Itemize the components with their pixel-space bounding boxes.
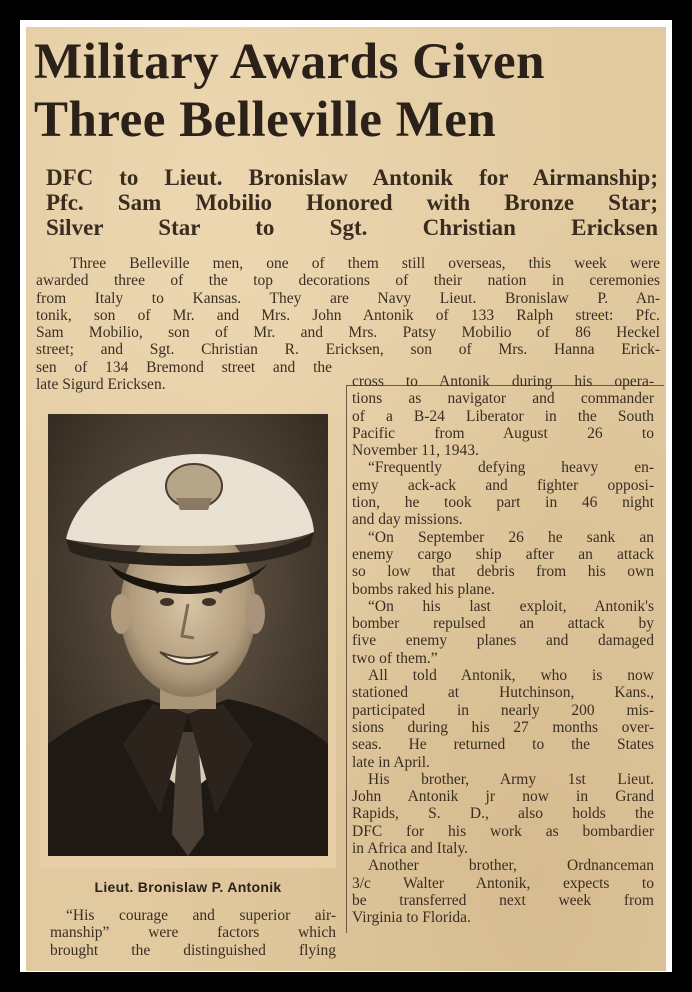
- right-column-line: two of them.”: [352, 649, 438, 667]
- intro-line: tonik, son of Mr. and Mrs. John Antonik of 133 Ralph street: Pfc.: [36, 306, 660, 324]
- intro-line: from Italy to Kansas. They are Navy Lieut. Bronislaw P. An-: [36, 289, 660, 307]
- subhead-1: DFC to Lieut. Bronislaw Antonik for Airmanship;: [46, 165, 658, 190]
- portrait-illustration: [48, 414, 328, 856]
- column-rule-vertical: [346, 385, 347, 933]
- right-column-line: emy ack-ack and fighter opposi-: [352, 476, 654, 494]
- right-column-line: Pacific from August 26 to: [352, 424, 654, 442]
- left-column-line: “His courage and superior air-: [66, 907, 336, 924]
- right-column-line: John Antonik jr now in Grand: [352, 788, 654, 806]
- headline-line-2: Three Belleville Men: [34, 92, 497, 148]
- right-column-line: November 11, 1943.: [352, 442, 479, 460]
- left-column-text: [50, 907, 336, 959]
- right-column-line: stationed at Hutchinson, Kans.,: [352, 684, 654, 702]
- right-column-line: “Frequently defying heavy en-: [368, 459, 654, 477]
- intro-line: awarded three of the top decorations of their nation in ceremonies: [36, 272, 660, 290]
- right-column-line: 3/c Walter Antonik, expects to: [352, 874, 654, 892]
- left-column-line: manship” were factors which: [50, 924, 336, 942]
- right-column-line: “On his last exploit, Antonik's: [368, 597, 654, 615]
- right-column-line: His brother, Army 1st Lieut.: [368, 770, 654, 788]
- right-column-line: tions as navigator and commander: [352, 390, 654, 408]
- intro-line: Three Belleville men, one of them still overseas, this week were: [70, 255, 660, 272]
- right-column-line: Rapids, S. D., also holds the: [352, 805, 654, 823]
- intro-line: Sam Mobilio, son of Mr. and Mrs. Patsy Mobilio of 86 Heckel: [36, 324, 660, 342]
- subhead-2: Pfc. Sam Mobilio Honored with Bronze Star;: [46, 190, 658, 215]
- intro-line: late Sigurd Ericksen.: [36, 376, 166, 394]
- subhead-3: Silver Star to Sgt. Christian Ericksen: [46, 215, 658, 240]
- right-column-line: so low that debris from his own: [352, 563, 654, 581]
- right-column-line: in Africa and Italy.: [352, 840, 469, 858]
- right-column-line: seas. He returned to the States: [352, 736, 654, 754]
- right-column-line: participated in nearly 200 mis-: [352, 701, 654, 719]
- intro-line: sen of 134 Bremond street and the: [36, 358, 332, 376]
- right-column-line: and day missions.: [352, 511, 463, 529]
- right-column-text: [352, 373, 654, 927]
- right-column-line: Another brother, Ordnanceman: [368, 857, 654, 875]
- right-column-line: bomber repulsed an attack by: [352, 615, 654, 633]
- right-column-line: cross to Antonik during his opera-: [352, 373, 654, 390]
- portrait-photo-frame: [40, 414, 336, 868]
- right-column-line: tion, he took part in 46 night: [352, 494, 654, 512]
- portrait-photo: [48, 414, 328, 856]
- right-column-line: All told Antonik, who is now: [368, 667, 654, 685]
- right-column-line: of a B-24 Liberator in the South: [352, 407, 654, 425]
- right-column-line: “On September 26 he sank an: [368, 528, 654, 546]
- headline: [34, 33, 664, 149]
- right-column-line: sions during his 27 months over-: [352, 718, 654, 736]
- newspaper-clipping: [26, 27, 666, 971]
- right-column-line: enemy cargo ship after an attack: [352, 545, 654, 563]
- right-column-line: bombs raked his plane.: [352, 580, 495, 598]
- left-column-line: brought the distinguished flying: [50, 941, 336, 959]
- right-column-line: be transferred next week from: [352, 891, 654, 909]
- right-column-line: DFC for his work as bombardier: [352, 822, 654, 840]
- right-column-line: late in April.: [352, 753, 430, 771]
- intro-line: street; and Sgt. Christian R. Ericksen, son of Mrs. Hanna Erick-: [36, 341, 660, 359]
- right-column-line: five enemy planes and damaged: [352, 632, 654, 650]
- photo-caption: Lieut. Bronislaw P. Antonik: [94, 879, 282, 895]
- right-column-line: Virginia to Florida.: [352, 909, 471, 927]
- headline-line-1: Military Awards Given: [34, 34, 546, 90]
